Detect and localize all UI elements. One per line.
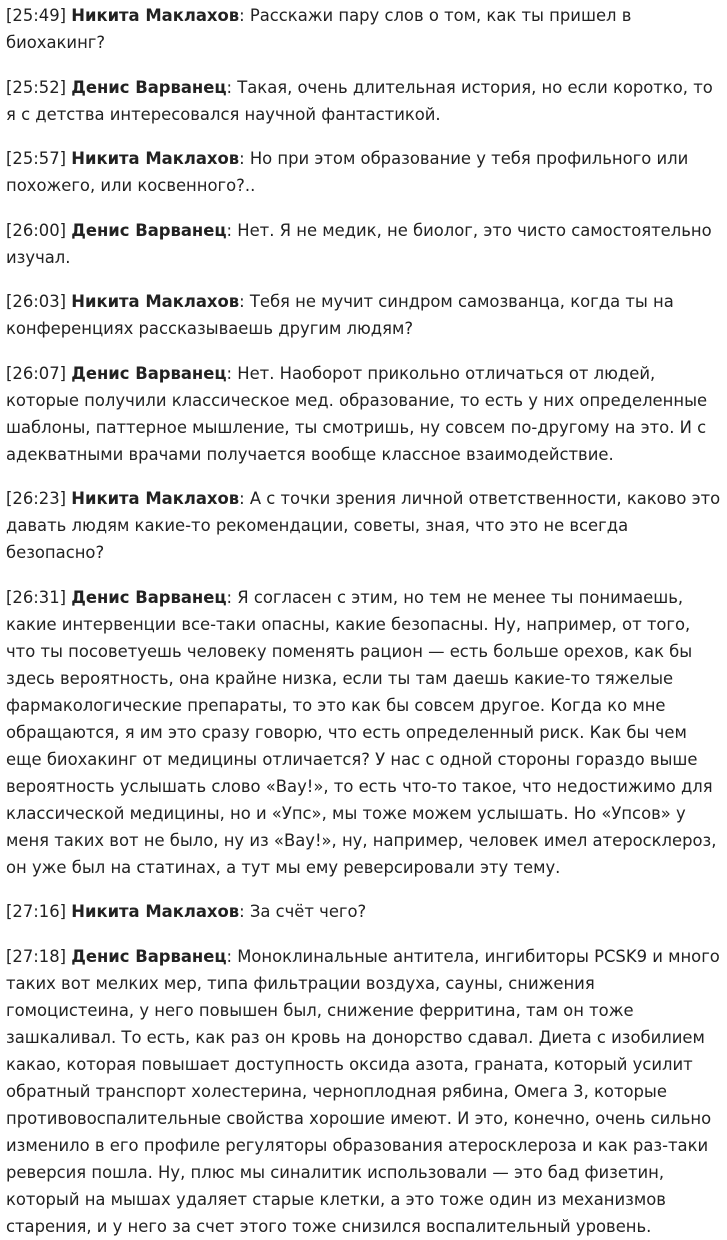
transcript-entry: [27:16] Никита Маклахов: За счёт чего? [6,902,367,921]
speaker-name: Никита Маклахов [71,292,240,311]
transcript-entry: [26:23] Никита Маклахов: А с точки зрения личной ответственности, каково это давать людям какие-то рекомендации, советы, зная, что это не всегда безопасно? [6,489,721,562]
speaker-name: Никита Маклахов [71,149,240,168]
utterance-text: Такая, очень длительная история, но если коротко, то я с детства интересовался научной фантастикой. [6,77,713,124]
transcript-entry: [27:18] Денис Варванец: Моноклинальные антитела, ингибиторы PCSK9 и много таких вот мелких мер, типа фильтрации воздуха, сауны, снижения гомоцистеина, у него повышен был, снижение ферритина, там он тоже зашкаливал. То есть, как раз он кровь на донорство сдавал. Диета с изобилием какао, которая повышает доступность оксида азота, граната, который усилит обратный транспорт холестерина, черноплодная рябина, Омега 3, которые противовоспалительные свойства хорошие имеют. И это, конечно, очень сильно изменило в его профиле регуляторы образования атеросклероза и как раз-таки реверсия пошла. Ну, плюс мы синалитик использовали — это бад физетин, который на мышах удаляет старые клетки, а это тоже один из механизмов старения, и у него за счет этого тоже снизился воспалительный уровень. [6,946,720,1236]
utterance-text: Я согласен с этим, но тем не менее ты понимаешь, какие интервенции все-таки опасны, какие безопасны. Ну, например, от того, что ты посоветуешь человеку поменять рацион — есть больше орехов, как бы здесь вероятность, она крайне низка, если ты там даешь какие-то тяжелые фармакологические препараты, то это как бы совсем другое. Когда ко мне обращаются, я им это сразу говорю, что есть определенный риск. Как бы чем еще биохакинг от медицины отличается? У нас с одной стороны гораздо выше вероятность услышать слово «Вау!», то есть что-то такое, что недостижимо для классической медицины, но и «Упс», мы тоже можем услышать. Но «Упсов» у меня таких вот не было, ну из «Вау!», ну, например, человек имел атеросклероз, он уже был на статинах, а тут мы ему реверсировали эту тему. [6,587,717,877]
timestamp: [26:00] [6,220,67,240]
utterance-text: Но при этом образование у тебя профильного или похожего, или косвенного?.. [6,149,689,195]
timestamp: [25:49] [6,6,67,25]
speaker-name: Никита Маклахов [71,6,240,25]
timestamp: [26:31] [6,587,67,607]
speaker-name: Денис Варванец [71,946,227,966]
transcript-entry: [26:03] Никита Маклахов: Тебя не мучит синдром самозванца, когда ты на конференциях рассказываешь другим людям? [6,292,674,338]
speaker-name: Денис Варванец [71,220,227,240]
timestamp: [25:57] [6,149,67,168]
timestamp: [26:07] [6,363,67,383]
transcript-entry: [26:07] Денис Варванец: Нет. Наоборот прикольно отличаться от людей, которые получили классическое мед. образование, то есть у них определенные шаблоны, паттерное мышление, ты смотришь, ну совсем по-другому на это. И с адекватными врачами получается вообще классное взаимодействие. [6,363,708,464]
timestamp: [25:52] [6,77,67,97]
speaker-name: Никита Маклахов [71,489,240,508]
speaker-name: Денис Варванец [71,77,227,97]
transcript-entry: [25:49] Никита Маклахов: Расскажи пару слов о том, как ты пришел в биохакинг? [6,6,632,52]
utterance-text: Нет. Наоборот прикольно отличаться от людей, которые получили классическое мед. образование, то есть у них определенные шаблоны, паттерное мышление, ты смотришь, ну совсем по-другому на это. И с адекватными врачами получается вообще классное взаимодействие. [6,363,708,464]
transcript-entry: [25:57] Никита Маклахов: Но при этом образование у тебя профильного или похожего, или косвенного?.. [6,149,689,195]
speaker-name: Денис Варванец [71,587,227,607]
transcript-entry: [25:52] Денис Варванец: Такая, очень длительная история, но если коротко, то я с детства интересовался научной фантастикой. [6,77,713,124]
transcript-entry: [26:00] Денис Варванец: Нет. Я не медик, не биолог, это чисто самостоятельно изучал. [6,220,712,267]
speaker-name: Денис Варванец [71,363,227,383]
timestamp: [27:16] [6,902,67,921]
transcript-entry: [26:31] Денис Варванец: Я согласен с этим, но тем не менее ты понимаешь, какие интервенции все-таки опасны, какие безопасны. Ну, например, от того, что ты посоветуешь человеку поменять рацион — есть больше орехов, как бы здесь вероятность, она крайне низка, если ты там даешь какие-то тяжелые фармакологические препараты, то это как бы совсем другое. Когда ко мне обращаются, я им это сразу говорю, что есть определенный риск. Как бы чем еще биохакинг от медицины отличается? У нас с одной стороны гораздо выше вероятность услышать слово «Вау!», то есть что-то такое, что недостижимо для классической медицины, но и «Упс», мы тоже можем услышать. Но «Упсов» у меня таких вот не было, ну из «Вау!», ну, например, человек имел атеросклероз, он уже был на статинах, а тут мы ему реверсировали эту тему. [6,587,717,877]
utterance-text: Нет. Я не медик, не биолог, это чисто самостоятельно изучал. [6,220,712,267]
utterance-text: Тебя не мучит синдром самозванца, когда ты на конференциях рассказываешь другим людям? [6,292,674,338]
utterance-text: Расскажи пару слов о том, как ты пришел в биохакинг? [6,6,632,52]
utterance-text: Моноклинальные антитела, ингибиторы PCSK9 и много таких вот мелких мер, типа фильтрации воздуха, сауны, снижения гомоцистеина, у него повышен был, снижение ферритина, там он тоже зашкаливал. То есть, как раз он кровь на донорство сдавал. Диета с изобилием какао, которая повышает доступность оксида азота, граната, который усилит обратный транспорт холестерина, черноплодная рябина, Омега 3, которые противовоспалительные свойства хорошие имеют. И это, конечно, очень сильно изменило в его профиле регуляторы образования атеросклероза и как раз-таки реверсия пошла. Ну, плюс мы синалитик использовали — это бад физетин, который на мышах удаляет старые клетки, а это тоже один из механизмов старения, и у него за счет этого тоже снизился воспалительный уровень. [6,946,720,1236]
timestamp: [26:03] [6,292,67,311]
timestamp: [27:18] [6,946,67,966]
utterance-text: А с точки зрения личной ответственности, каково это давать людям какие-то рекомендации, советы, зная, что это не всегда безопасно? [6,489,721,562]
utterance-text: За счёт чего? [249,902,367,921]
speaker-name: Никита Маклахов [71,902,240,921]
timestamp: [26:23] [6,489,67,508]
